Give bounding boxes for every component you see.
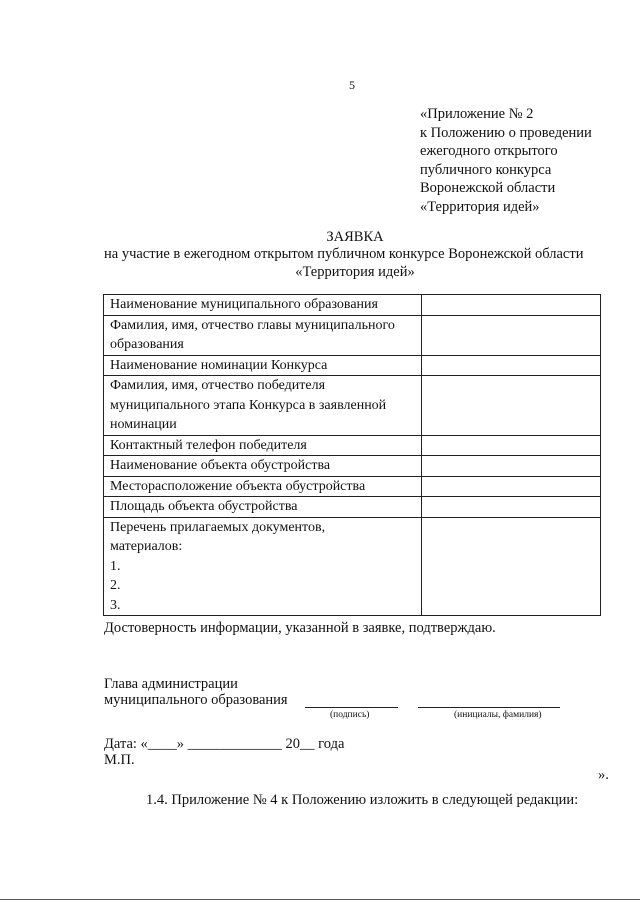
form-row-label-line: Наименование муниципального образования	[110, 297, 378, 312]
form-table-body	[104, 295, 601, 616]
form-row-label-line: Площадь объекта обустройства	[110, 499, 298, 514]
form-row-label	[104, 435, 422, 456]
section-paragraph: 1.4. Приложение № 4 к Положению изложить в следующей редакции:	[146, 792, 579, 808]
form-row	[104, 476, 601, 497]
appendix-header	[420, 105, 592, 216]
confirmation-text: Достоверность информации, указанной в заявке, подтверждаю.	[104, 620, 496, 636]
document-subtitle: на участие в ежегодном открытом публичном конкурсе Воронежской области	[104, 246, 584, 262]
signer-title: муниципального образования	[104, 692, 288, 708]
form-row-label	[104, 497, 422, 518]
form-row-label-line: Месторасположение объекта обустройства	[110, 478, 366, 494]
form-row-value[interactable]	[421, 476, 600, 497]
form-row	[104, 435, 601, 456]
form-row-label-line: материалов:	[110, 539, 183, 554]
initials-line	[418, 707, 560, 708]
closing-quote: ».	[598, 767, 609, 783]
form-row-label	[104, 456, 422, 477]
date-line: Дата: «____» _____________ 20__ года	[104, 736, 345, 752]
form-row-value[interactable]	[421, 315, 600, 355]
form-row-label-line: Перечень прилагаемых документов,	[110, 519, 326, 535]
form-row-value[interactable]	[421, 376, 600, 436]
appendix-line: «Территория идей»	[420, 198, 540, 215]
form-row-label-line: 1.	[110, 558, 121, 574]
stamp-place: М.П.	[104, 752, 135, 768]
form-row-label	[104, 376, 422, 436]
form-row-label	[104, 476, 422, 497]
form-row-value[interactable]	[421, 295, 600, 316]
form-row-label-line: Контактный телефон победителя	[110, 437, 307, 453]
appendix-line: «Приложение № 2	[420, 106, 534, 122]
appendix-line: Воронежской области	[420, 180, 556, 196]
signer-title: Глава администрации	[104, 676, 238, 692]
appendix-line: ежегодного открытого	[420, 143, 558, 159]
form-row-label-line: Наименование объекта обустройства	[110, 458, 331, 473]
form-row-label-line: 2.	[110, 578, 121, 593]
form-row-label	[104, 517, 422, 616]
form-row-value[interactable]	[421, 517, 600, 616]
form-row	[104, 295, 601, 316]
application-form-table	[103, 294, 601, 616]
form-row-value[interactable]	[421, 355, 600, 376]
form-row	[104, 315, 601, 355]
form-row-label	[104, 355, 422, 376]
appendix-line: публичного конкурса	[420, 161, 552, 178]
form-row-label-line: образования	[110, 337, 184, 352]
form-row-label-line: муниципального этапа Конкурса в заявленной	[110, 397, 387, 413]
page-number: 5	[349, 78, 355, 92]
form-row-label	[104, 315, 422, 355]
form-row-label-line: номинации	[110, 417, 177, 432]
form-row-label-line: Фамилия, имя, отчество главы муниципального	[110, 317, 395, 333]
document-title: ЗАЯВКА	[326, 229, 384, 245]
form-row-value[interactable]	[421, 435, 600, 456]
appendix-line: к Положению о проведении	[420, 124, 592, 141]
form-row-label-line: Фамилия, имя, отчество победителя	[110, 378, 326, 393]
form-row	[104, 456, 601, 477]
form-row-value[interactable]	[421, 456, 600, 477]
form-row	[104, 376, 601, 436]
initials-caption: (инициалы, фамилия)	[454, 710, 542, 720]
signature-caption: (подпись)	[330, 710, 370, 720]
form-row-label-line: 3.	[110, 597, 121, 613]
document-subtitle: «Территория идей»	[295, 264, 415, 280]
form-row	[104, 355, 601, 376]
form-row-label-line: Наименование номинации Конкурса	[110, 357, 328, 373]
bottom-rule	[0, 899, 640, 900]
form-row-value[interactable]	[421, 497, 600, 518]
form-row-label	[104, 295, 422, 316]
form-row	[104, 497, 601, 518]
form-row	[104, 517, 601, 616]
signature-line	[305, 707, 398, 708]
